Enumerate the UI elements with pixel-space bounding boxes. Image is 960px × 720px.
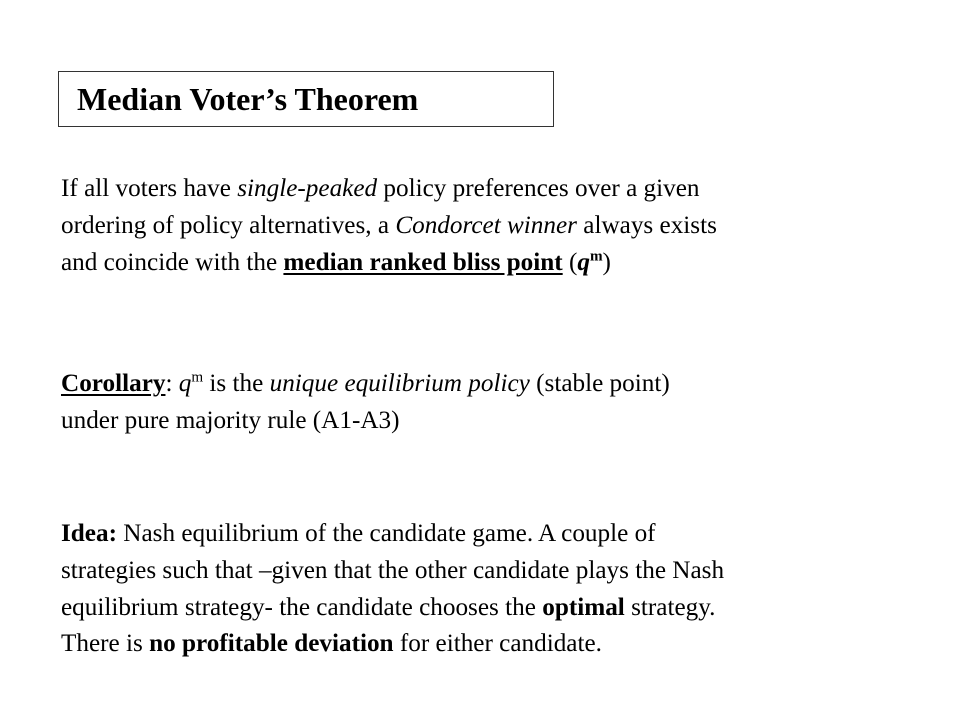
- idea-text: for either candidate.: [393, 630, 602, 658]
- no-profitable-deviation-term: no profitable deviation: [149, 630, 394, 658]
- idea-line-2: strategies such that –given that the other candidate plays the Nash: [61, 556, 725, 584]
- theorem-text: policy preferences over a given: [377, 175, 700, 202]
- idea-text: Nash equilibrium of the candidate game. A couple of: [116, 520, 656, 547]
- idea-text: There is: [61, 630, 150, 658]
- idea-line-4: [61, 626, 724, 663]
- corollary-line-1: [61, 366, 670, 403]
- qm-superscript: m: [191, 369, 204, 386]
- corollary-line-2: under pure majority rule (A1-A3): [61, 406, 400, 434]
- optimal-term: optimal: [542, 593, 625, 621]
- condorcet-winner-term: Condorcet winner: [395, 211, 577, 239]
- qm-superscript: m: [589, 248, 603, 265]
- qm-symbol: q: [178, 370, 192, 397]
- idea-text: equilibrium strategy- the candidate chooses the: [61, 593, 543, 621]
- theorem-text: If all voters have: [61, 175, 238, 202]
- idea-line-3: [61, 590, 724, 627]
- unique-equilibrium-term: unique equilibrium policy: [269, 370, 530, 397]
- title-box: [58, 71, 554, 127]
- idea-line-1: [61, 516, 724, 553]
- slide-title: Median Voter’s Theorem: [77, 81, 419, 117]
- single-peaked-term: single-peaked: [237, 175, 378, 202]
- theorem-statement: [61, 171, 717, 281]
- theorem-line-1: [61, 171, 717, 208]
- idea-text: strategy.: [624, 593, 716, 621]
- theorem-text: and coincide with the: [61, 248, 284, 276]
- theorem-text: (: [562, 248, 578, 276]
- corollary-text: :: [165, 370, 179, 397]
- theorem-text: always exists: [576, 211, 717, 239]
- idea: [61, 516, 724, 663]
- theorem-line-3: [61, 245, 717, 282]
- theorem-line-2: [61, 208, 717, 245]
- corollary-text: (stable point): [529, 370, 670, 397]
- median-bliss-point-term: median ranked bliss point: [283, 248, 563, 276]
- qm-symbol: q: [577, 248, 590, 276]
- theorem-text: ): [602, 248, 611, 276]
- corollary-label: Corollary: [61, 370, 166, 397]
- corollary-text: is the: [203, 370, 270, 397]
- corollary: [61, 366, 670, 440]
- theorem-text: ordering of policy alternatives, a: [61, 211, 396, 239]
- idea-label: Idea:: [61, 520, 117, 547]
